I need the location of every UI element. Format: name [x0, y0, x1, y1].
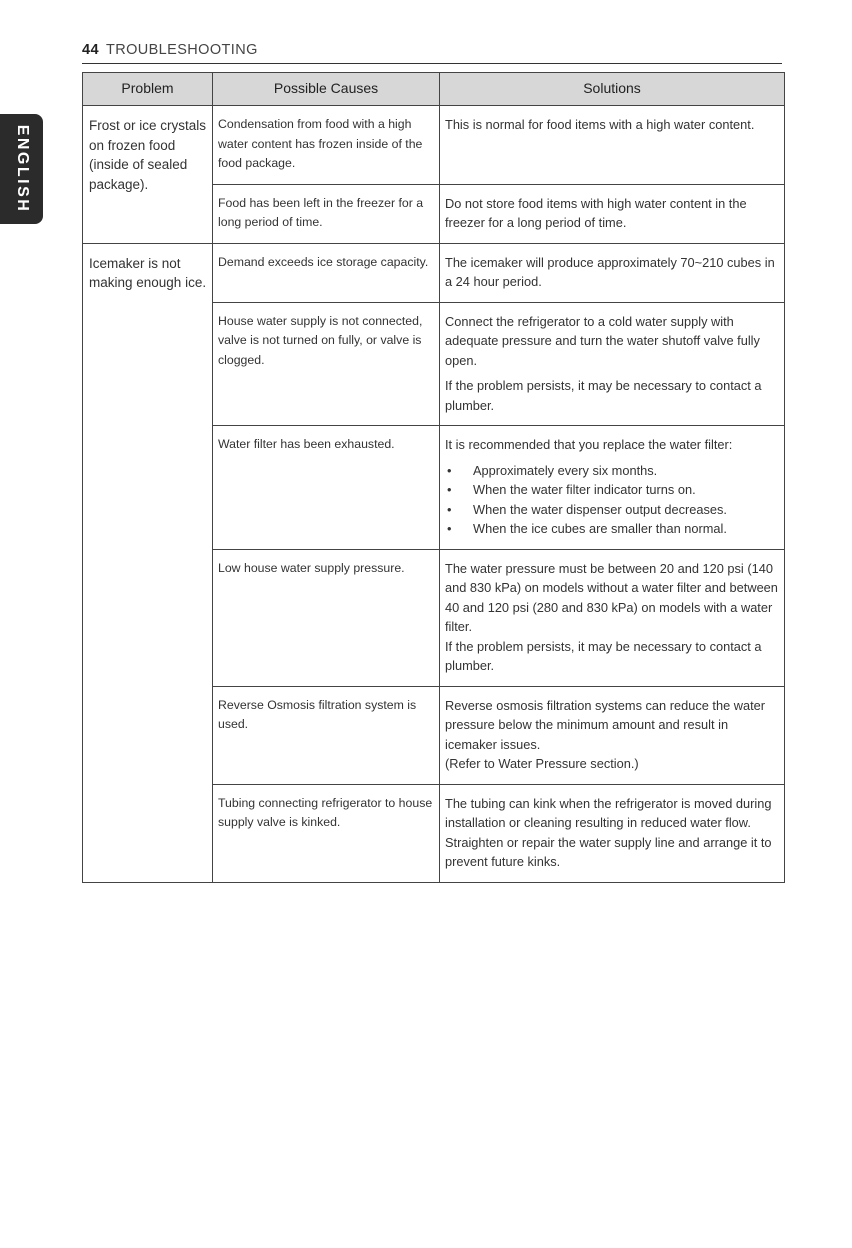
table-row: [83, 243, 785, 302]
table-header-row: [83, 73, 785, 106]
bullet-icon: •: [447, 482, 452, 497]
solution-cell: [440, 686, 785, 784]
bullet-item: [445, 500, 779, 520]
cause-cell: Low house water supply pressure.: [213, 549, 440, 686]
solution-text: The tubing can kink when the refrigerator is moved during installation or cleaning resulting in reduced water flow. Straighten or repair the water supply line and arrange it to prevent future kinks.: [445, 795, 772, 869]
bullet-icon: •: [447, 462, 452, 478]
solution-text: Reverse osmosis filtration systems can reduce the water pressure below the minimum amount and result in icemaker issues.: [445, 697, 766, 752]
cause-cell: Tubing connecting refrigerator to house supply valve is kinked.: [213, 784, 440, 882]
problem-cell: Icemaker is not making enough ice.: [83, 243, 213, 882]
bullet-text: When the water dispenser output decreases.: [473, 501, 727, 517]
solution-text: Connect the refrigerator to a cold water supply with adequate pressure and turn the water shutoff valve fully open.: [445, 313, 760, 368]
table-row: [83, 106, 785, 185]
solution-cell: [440, 302, 785, 426]
solution-cell: [440, 106, 785, 185]
cause-cell: Food has been left in the freezer for a long period of time.: [213, 184, 440, 243]
language-tab-label: ENGLISH: [13, 124, 31, 214]
bullet-icon: •: [447, 501, 452, 517]
solution-cell: [440, 243, 785, 302]
cause-cell: Condensation from food with a high water content has frozen inside of the food package.: [213, 106, 440, 185]
bullet-list: [445, 461, 779, 539]
page-number: 44: [82, 42, 99, 58]
page-header: [82, 42, 782, 64]
bullet-icon: •: [447, 521, 452, 536]
section-title: TROUBLESHOOTING: [105, 42, 258, 58]
solution-cell: [440, 784, 785, 882]
column-header-solutions: Solutions: [440, 73, 785, 106]
solution-text: The icemaker will produce approximately 70~210 cubes in a 24 hour period.: [445, 254, 775, 289]
solution-cell: [440, 426, 785, 550]
bullet-text: When the ice cubes are smaller than normal.: [473, 521, 727, 536]
bullet-item: [445, 519, 779, 539]
column-header-problem: Problem: [83, 73, 213, 106]
cause-cell: Demand exceeds ice storage capacity.: [213, 243, 440, 302]
solution-text: If the problem persists, it may be necessary to contact a plumber.: [445, 378, 762, 413]
solution-cell: [440, 184, 785, 243]
troubleshooting-table: [82, 72, 785, 883]
solution-cell: [440, 549, 785, 686]
bullet-text: When the water filter indicator turns on.: [473, 482, 696, 497]
cause-cell: Water filter has been exhausted.: [213, 426, 440, 550]
solution-text: (Refer to Water Pressure section.): [445, 756, 639, 771]
solution-text: If the problem persists, it may be necessary to contact a plumber.: [445, 638, 762, 673]
bullet-item: [445, 461, 779, 481]
language-tab: [0, 114, 43, 224]
bullet-item: [445, 480, 779, 500]
bullet-text: Approximately every six months.: [473, 462, 658, 478]
cause-cell: House water supply is not connected, valve is not turned on fully, or valve is clogged.: [213, 302, 440, 426]
solution-text: The water pressure must be between 20 and 120 psi (140 and 830 kPa) on models without a water filter and between 40 and 120 psi (280 and 830 kPa) on models with a water filter.: [445, 560, 778, 634]
problem-cell: Frost or ice crystals on frozen food (inside of sealed package).: [83, 106, 213, 244]
solution-text: It is recommended that you replace the water filter:: [445, 437, 733, 452]
cause-cell: Reverse Osmosis filtration system is used.: [213, 686, 440, 784]
solution-text: This is normal for food items with a high water content.: [445, 117, 755, 132]
column-header-causes: Possible Causes: [213, 73, 440, 106]
solution-text: Do not store food items with high water content in the freezer for a long period of time.: [445, 195, 747, 230]
